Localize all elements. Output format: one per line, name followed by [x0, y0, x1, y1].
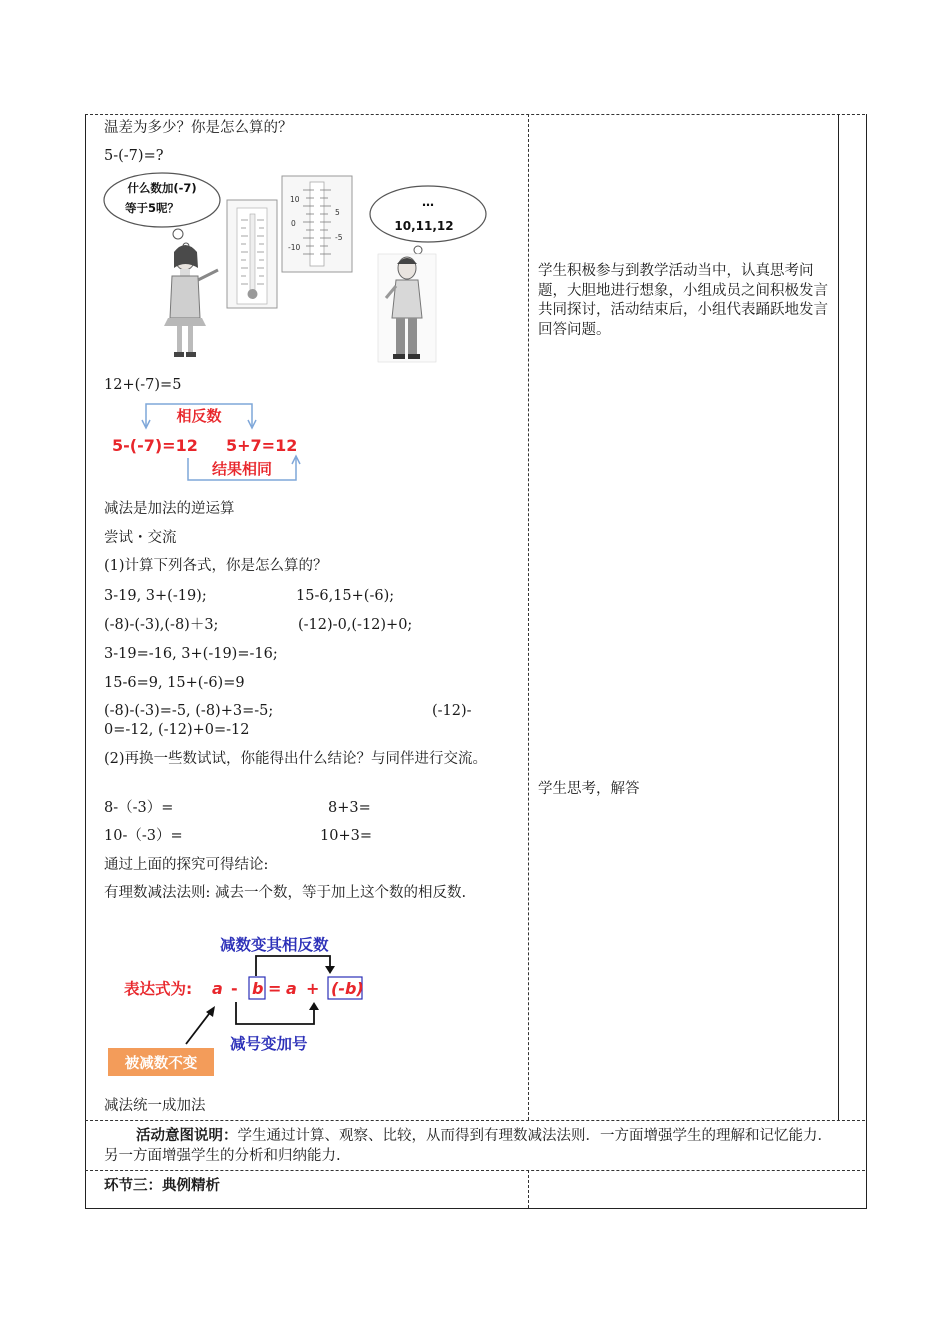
- activity-intent-label: 活动意图说明：: [136, 1128, 238, 1144]
- top-arrow-line: [256, 956, 330, 976]
- section-column-divider: [528, 1170, 529, 1208]
- boy-figure: [378, 254, 436, 362]
- bubble-left-line2: 等于5呢？: [124, 201, 180, 215]
- column-divider: [528, 114, 529, 1120]
- answer-line-3a: (-8)-(-3)=-5, (-8)+3=-5;: [104, 703, 274, 719]
- conclusion-intro: 通过上面的探究可得结论:: [104, 857, 269, 873]
- thought-bubble-right: [370, 186, 486, 263]
- thermo-label-5: 5: [335, 208, 340, 217]
- unify-to-addition: 减法统一成加法: [104, 1098, 206, 1114]
- negative-b: (-b): [331, 979, 364, 998]
- answer-line-1: 3-19=-16, 3+(-19)=-16;: [104, 646, 278, 662]
- bubble-right-line1: …: [422, 195, 434, 209]
- answer-line-3b: (-12)-: [432, 703, 472, 719]
- expression-prefix: 表达式为:: [124, 980, 193, 998]
- right-narrow-column-divider: [838, 114, 839, 1120]
- minuend-unchanged-label: 被减数不变: [124, 1056, 198, 1072]
- try-and-communicate-heading: 尝试・交流: [104, 530, 177, 546]
- bottom-arrow-line: [236, 1002, 314, 1024]
- activity-intent: [104, 1126, 832, 1166]
- example-2-b: 10+3=: [320, 828, 372, 844]
- student-thinking-note: 学生思考，解答: [538, 781, 640, 797]
- bottom-arrow-head: [309, 1002, 319, 1010]
- question-1: (1)计算下列各式，你是怎么算的？: [104, 558, 328, 574]
- bubble-right-line2: 10,11,12: [394, 219, 454, 233]
- thermo-label-neg5: -5: [335, 233, 343, 242]
- thermometer-illustration: [100, 168, 500, 364]
- exercise-row2-a: (-8)-(-3),(-8)＋3;: [104, 617, 219, 633]
- thermometer-left: [227, 200, 277, 308]
- example-1-a: 8-（-3）=: [104, 800, 174, 816]
- expression-5-minus-neg7: 5-(-7)=?: [104, 148, 164, 164]
- answer-line-3c: 0=-12, (-12)+0=-12: [104, 722, 250, 738]
- opposite-number-diagram: [100, 398, 320, 484]
- expr-5-plus-7-eq-12: 5+7=12: [226, 436, 298, 455]
- example-1-b: 8+3=: [328, 800, 371, 816]
- thought-bubble-left: [104, 173, 220, 249]
- girl-figure: [164, 245, 218, 357]
- question-temperature: 温差为多少？你是怎么算的？: [104, 120, 293, 136]
- subtraction-rule-diagram: [104, 928, 374, 1080]
- top-arrow-head: [325, 966, 335, 974]
- subtraction-inverse-text: 减法是加法的逆运算: [104, 501, 235, 517]
- exercise-row2-b: (-12)-0,(-12)+0;: [298, 617, 413, 633]
- minuend-arrow-line: [186, 1010, 212, 1044]
- equals-sign: =: [268, 979, 282, 998]
- thermo-label-0: 0: [291, 219, 296, 228]
- opposite-label: 相反数: [176, 407, 222, 425]
- activity-intent-text: 学生通过计算、观察、比较，从而得到有理数减法法则．一方面增强学生的理解和记忆能力．另一方面增强学生的分析和归纳能力.: [104, 1128, 832, 1164]
- plus-sign: +: [306, 979, 320, 998]
- row-divider-section: [85, 1170, 865, 1171]
- answer-line-2: 15-6=9, 15+(-6)=9: [104, 675, 245, 691]
- row-divider-intent: [85, 1120, 865, 1121]
- example-2-a: 10-（-3）=: [104, 828, 183, 844]
- thermometer-right: [282, 176, 352, 272]
- exercise-row1-a: 3-19, 3+(-19);: [104, 588, 207, 604]
- thermo-label-neg10: -10: [288, 243, 301, 252]
- minus-sign: -: [231, 979, 238, 998]
- expr-5-minus-neg7-eq-12: 5-(-7)=12: [112, 436, 198, 455]
- exercise-row1-b: 15-6,15+(-6);: [296, 588, 395, 604]
- subtrahend-opposite-label: 减数变其相反数: [220, 936, 329, 954]
- same-result-label: 结果相同: [211, 460, 273, 478]
- section-three-title: 环节三：典例精析: [104, 1178, 220, 1194]
- question-2: (2)再换一些数试试，你能得出什么结论？与同伴进行交流。: [104, 751, 488, 767]
- subtraction-rule: 有理数减法法则: 减去一个数，等于加上这个数的相反数.: [104, 885, 467, 901]
- bubble-left-line1: 什么数加(-7): [127, 181, 197, 195]
- subtrahend-b: b: [252, 979, 264, 998]
- table-top-border: [85, 114, 865, 115]
- minus-to-plus-label: 减号变加号: [230, 1035, 308, 1053]
- thermo-label-10: 10: [290, 195, 300, 204]
- expression-12-plus-neg7: 12+(-7)=5: [104, 377, 182, 393]
- student-activity-note: 学生积极参与到教学活动当中，认真思考问题，大胆地进行想象，小组成员之间积极发言共同探讨，活动结束后，小组代表踊跃地发言回答问题。: [538, 263, 828, 338]
- result-a: a: [286, 979, 297, 998]
- minuend-a: a: [212, 979, 223, 998]
